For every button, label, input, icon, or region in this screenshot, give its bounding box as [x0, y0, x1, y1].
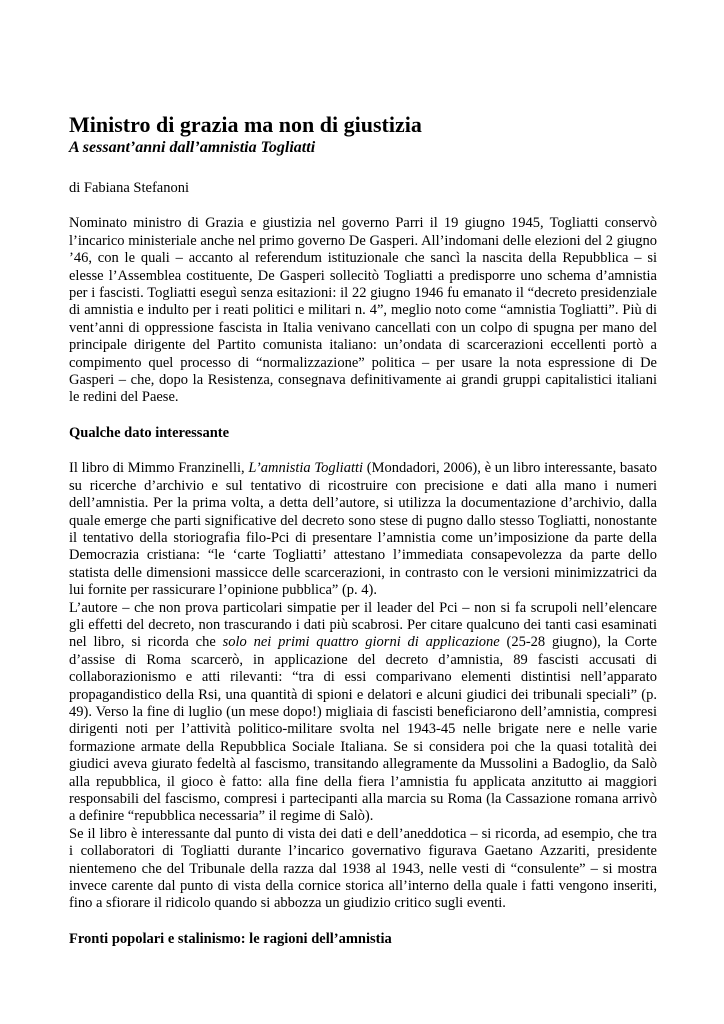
document-page — [69, 112, 657, 966]
paragraph-libro-text-a: Il libro di Mimmo Franzinelli, — [69, 460, 249, 477]
article-title: Ministro di grazia ma non di giustizia — [69, 112, 422, 137]
paragraph-critica: Se il libro è interessante dal punto di vista dei dati e dell’aneddotica – si ricorda, ad esempio, che tra i collaboratori di Togliatti durante l’incarico governativo figurava Gaetano Azzariti, presidente nientemeno che del Tribunale della razza dal 1938 al 1943, nelle vesti di “consulente” – si mostra invece carente dal punto di vista della cornice storica all’interno della quale i fatti vengono inseriti, fino a sfiorare il ridicolo quando si abbozza un giudizio critico sugli eventi. — [69, 825, 657, 912]
paragraph-autore-text-b: (25-28 giugno), la Corte d’assise di Roma scarcerò, in applicazione del decreto d’amnistia, 89 fascisti accusati di collaborazionismo e atti rilevanti: “tra di essi comparivano elementi distintisi nell’apparato propagandistico della Rsi, una quantità di spioni e delatori e alcuni giudici dei tribunali speciali” (p. 49). Verso la fine di luglio (un mese dopo!) migliaia di fascisti beneficiarono dell’amnistia, compresi dirigenti noti per l’attività politico-militare svolta nel 1943-45 nelle brigate nere e nelle varie formazione armate della Repubblica Sociale Italiana. Se si considera poi che la quasi totalità dei giudici aveva giurato fedeltà al fascismo, transitando allegramente da Mussolini a Badoglio, da Salò alla repubblica, il gioco è fatto: alla fine della fiera l’amnistia fu applicata anzitutto ai maggiori responsabili del fascismo, compresi i partecipanti alla marcia su Roma (la Cassazione romana arrivò a definire “repubblica necessaria” il regime di Salò). — [69, 634, 657, 825]
book-title: L’amnistia Togliatti — [248, 460, 364, 477]
paragraph-libro-text-b: (Mondadori, 2006), è un libro interessante, basato su ricerche d’archivio e sul tentativo di ricostruire con precisione e dati alla mano i numeri dell’amnistia. Per la prima volta, a detta dell’autore, si utilizza la documentazione d’archivio, dalla quale emerge che parti significative del decreto sono stese di pugno dallo stesso Togliatti, nonostante il tentativo della storiografia filo-Pci di presentare l’amnistia come un’imposizione da parte della Democrazia cristiana: “le ‘carte Togliatti’ attestano l’immediata consapevolezza da parte dello statista delle dimensioni massicce delle scarcerazioni, in contrasto con le versioni minimizzatrici da lui fornite per rassicurare l’opinione pubblica” (p. 4). — [69, 460, 657, 599]
section-heading-dati: Qualche dato interessante — [69, 424, 230, 441]
article-subtitle: A sessant’anni dall’amnistia Togliatti — [69, 139, 316, 156]
paragraph-autore-text-a: L’autore – che non prova particolari simpatie per il leader del Pci – non si fa scrupoli nell’elencare gli effetti del decreto, non trascurando i dati più scabrosi. Per citare qualcuno dei tanti casi esaminati nel libro, si ricorda che — [69, 599, 657, 651]
section-heading-fronti: Fronti popolari e stalinismo: le ragioni dell’amnistia — [69, 930, 392, 947]
paragraph-intro: Nominato ministro di Grazia e giustizia nel governo Parri il 19 giugno 1945, Togliatti conservò l’incarico ministeriale anche nel primo governo De Gasperi. All’indomani delle elezioni del 2 giugno ’46, con le quali – accanto al referendum istituzionale che sancì la nascita della Repubblica – si elesse l’Assemblea costituente, De Gasperi sollecitò Togliatti a predisporre uno schema d’amnistia per i fascisti. Togliatti eseguì senza esitazioni: il 22 giugno 1946 fu emanato il “decreto presidenziale di amnistia e indulto per i reati politici e militari n. 4”, meglio noto come “amnistia Togliatti”. Più di vent’anni di oppressione fascista in Italia venivano cancellati con un colpo di spugna per mano del principale dirigente del Partito comunista italiano: un’ondata di scarcerazioni eccellenti portò a compimento quel processo di “normalizzazione” politica – per usare la nota espressione di De Gasperi – che, dopo la Resistenza, consegnava definitivamente ai grandi gruppi capitalistici italiani le redini del Paese. — [69, 215, 657, 406]
paragraph-libro — [69, 460, 657, 599]
emphasis-text: solo nei primi quattro giorni di applicazione — [222, 634, 500, 651]
article-byline: di Fabiana Stefanoni — [69, 180, 190, 196]
paragraph-autore — [69, 600, 657, 826]
